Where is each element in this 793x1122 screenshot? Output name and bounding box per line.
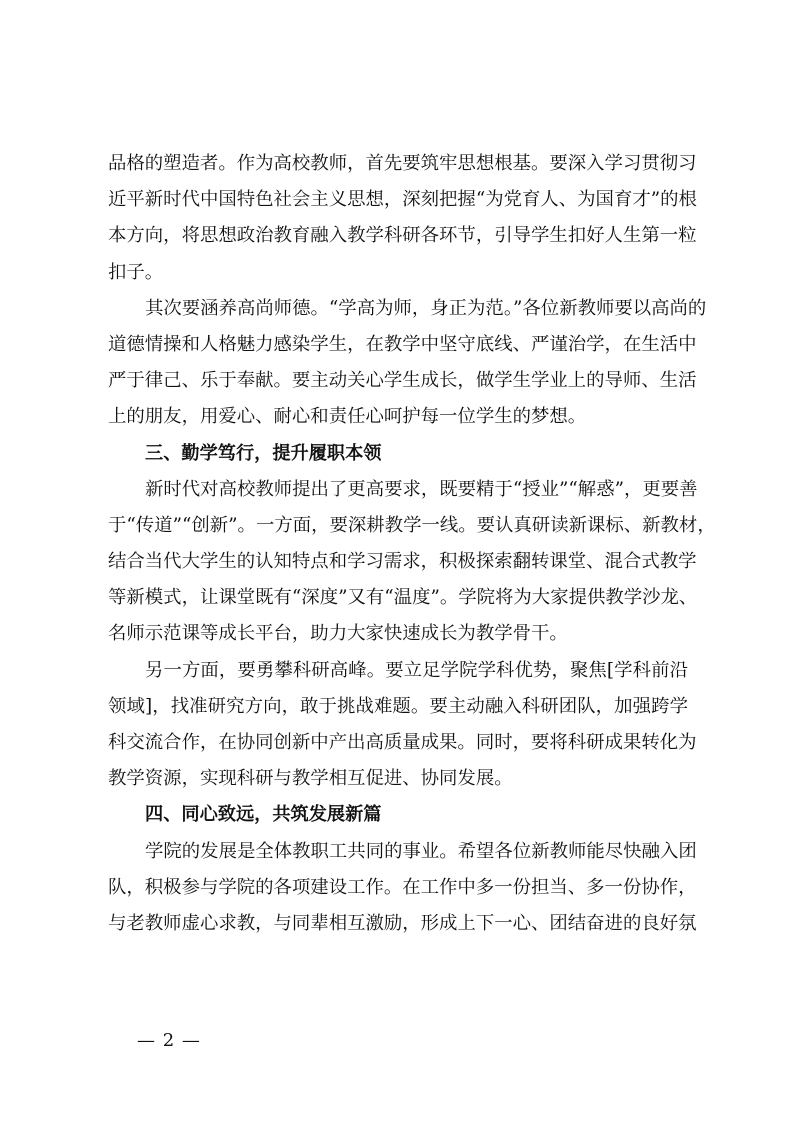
paragraph-line: 扣子。: [108, 261, 164, 283]
paragraph-line: 于“传道”“创新”。一方面，要深耕教学一线。要认真研读新课标、新教材，: [108, 514, 716, 536]
paragraph-line: 上的朋友，用爱心、耐心和责任心呵护每一位学生的梦想。: [108, 406, 587, 428]
page-number: — 2 —: [137, 1030, 201, 1051]
paragraph-line: 新时代对高校教师提出了更高要求，既要精于“授业”“解惑”，更要善: [145, 478, 698, 500]
paragraph-line: 等新模式，让课堂既有“深度”又有“温度”。学院将为大家提供教学沙龙、: [108, 587, 698, 609]
paragraph-line: 道德情操和人格魅力感染学生，在教学中坚守底线、严谨治学，在生活中: [108, 333, 697, 355]
paragraph-line: 队，积极参与学院的各项建设工作。在工作中多一份担当、多一份协作，: [108, 876, 697, 898]
paragraph-line: 学院的发展是全体教职工共同的事业。希望各位新教师能尽快融入团: [145, 840, 697, 862]
paragraph-line: 教学资源，实现科研与教学相互促进、协同发展。: [108, 768, 513, 790]
paragraph-line: 本方向，将思想政治教育融入教学科研各环节，引导学生扣好人生第一粒: [108, 225, 697, 247]
paragraph-line: 结合当代大学生的认知特点和学习需求，积极探索翻转课堂、混合式教学: [108, 551, 697, 573]
paragraph-line: 其次要涵养高尚师德。“学高为师，身正为范。”各位新教师要以高尚的: [145, 297, 707, 319]
paragraph-line: 品格的塑造者。作为高校教师，首先要筑牢思想根基。要深入学习贯彻习: [108, 153, 697, 174]
paragraph-line: 与老教师虚心求教，与同辈相互激励，形成上下一心、团结奋进的良好氛: [108, 912, 697, 934]
paragraph-line: 严于律己、乐于奉献。要主动关心学生成长，做学生学业上的导师、生活: [108, 370, 697, 392]
paragraph-line: 近平新时代中国特色社会主义思想，深刻把握“为党育人、为国育才”的根: [108, 189, 697, 211]
paragraph-line: 领域]，找准研究方向，敢于挑战难题。要主动融入科研团队，加强跨学: [108, 695, 688, 717]
body-text: [108, 146, 716, 942]
section-heading: 三、勤学笃行，提升履职本领: [145, 442, 382, 464]
paragraph-line: 另一方面，要勇攀科研高峰。要立足学院学科优势，聚焦[学科前沿: [145, 659, 688, 681]
paragraph-line: 名师示范课等成长平台，助力大家快速成长为教学骨干。: [108, 623, 568, 645]
section-heading: 四、同心致远，共筑发展新篇: [145, 804, 382, 826]
paragraph-line: 科交流合作，在协同创新中产出高质量成果。同时，要将科研成果转化为: [108, 732, 697, 753]
